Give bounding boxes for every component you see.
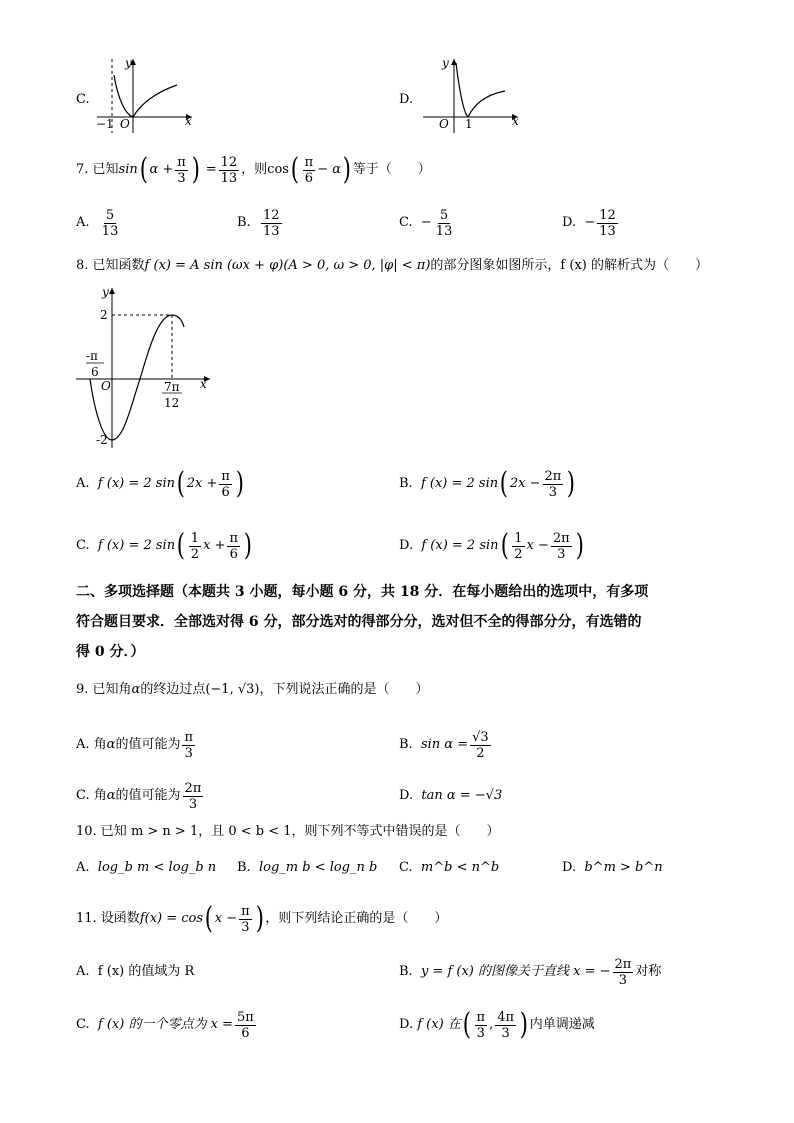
option-c-label: C. xyxy=(76,92,90,107)
question-11-option-c[interactable]: C. f (x) 的一个零点为 x = $\frac{5\pi}{6}$ xyxy=(76,1009,254,1041)
graph-d-origin: O xyxy=(439,117,449,131)
question-8-graph xyxy=(72,282,222,452)
question-10-option-d[interactable]: D. b^m > b^n xyxy=(562,860,663,875)
question-10-option-c[interactable]: C. m^b < n^b xyxy=(399,860,500,875)
q8-graph-min: -2 xyxy=(96,433,108,447)
graph-option-d xyxy=(420,55,530,135)
question-7-stem: 7. 已知 sin ( α + $\frac{\pi}{3}$ ) = $\frac{12}{13}$ ，则 cos ( $\frac{\pi}{6}$ − α ) 等于（ ） xyxy=(76,152,431,187)
question-8-option-c[interactable]: C. f (x) = 2 sin ( $\frac{1}{2}$ x + $\frac{\pi}{6}$ ) xyxy=(76,528,252,563)
question-9-option-d[interactable]: D. tan α = −√3 xyxy=(399,788,503,803)
graph-c-neg1: −1 xyxy=(96,117,114,131)
question-9-option-a[interactable]: A. 角 α 的值可能为 $\frac{\pi}{3}$ xyxy=(76,729,193,761)
graph-d-x-label: x xyxy=(512,114,519,128)
question-8-stem: 8. 已知函数f (x) = A sin (ωx + φ)(A > 0, ω > 0, |φ| < π)的部分图象如图所示，f (x) 的解析式为（ ） xyxy=(76,258,708,273)
graph-c-y-label: y xyxy=(125,56,132,70)
question-7-option-b[interactable]: B. $\frac{12}{13}$ xyxy=(237,207,280,239)
question-7-option-c[interactable]: C. − $\frac{5}{13}$ xyxy=(399,207,453,239)
question-11-stem: 11. 设函数 f(x) = cos ( x − $\frac{\pi}{3}$ ) ，则下列结论正确的是（ ） xyxy=(76,901,448,936)
question-8-option-a[interactable]: A. f (x) = 2 sin ( 2x + $\frac{\pi}{6}$ ) xyxy=(76,466,244,501)
question-11-option-d[interactable]: D. f (x) 在 ( $\frac{\pi}{3}$ , $\frac{4\pi}{3}$ ) 内单调递减 xyxy=(399,1007,595,1042)
q8-graph-x-label: x xyxy=(200,377,207,391)
question-10-option-b[interactable]: B. log_m b < log_n b xyxy=(237,860,378,875)
q8-graph-six: 6 xyxy=(91,365,99,379)
question-11-option-a[interactable]: A. f (x) 的值域为 R xyxy=(76,964,195,979)
graph-d-y-label: y xyxy=(442,56,449,70)
graph-d-one: 1 xyxy=(465,117,473,131)
question-11-option-b[interactable]: B. y = f (x) 的图像关于直线 x = − $\frac{2\pi}{3}$ 对称 xyxy=(399,956,662,988)
graph-c-origin: O xyxy=(120,117,130,131)
question-9-option-b[interactable]: B. sin α = $\frac{√3}{2}$ xyxy=(399,729,489,761)
q8-graph-neg-pi: -π xyxy=(86,349,98,363)
question-7-option-d[interactable]: D. − $\frac{12}{13}$ xyxy=(562,207,616,239)
question-9-option-c[interactable]: C. 角 α 的值可能为 $\frac{2\pi}{3}$ xyxy=(76,780,202,812)
question-9-stem: 9. 已知角α的终边过点(−1, √3)，下列说法正确的是（ ） xyxy=(76,682,429,697)
question-7-option-a[interactable]: A. $\frac{5}{13}$ xyxy=(76,207,119,239)
graph-option-c xyxy=(92,55,202,135)
question-8-option-d[interactable]: D. f (x) = 2 sin ( $\frac{1}{2}$ x − $\frac{2\pi}{3}$ ) xyxy=(399,528,584,563)
q8-graph-y-label: y xyxy=(102,285,109,299)
q8-graph-twelve: 12 xyxy=(164,396,180,410)
question-8-option-b[interactable]: B. f (x) = 2 sin ( 2x − $\frac{2\pi}{3}$ ) xyxy=(399,466,576,501)
option-d-label: D. xyxy=(399,92,414,107)
q8-graph-seven-pi: 7π xyxy=(164,380,180,394)
section-2-heading: 二、多项选择题（本题共 3 小题，每小题 6 分，共 18 分．在每小题给出的选项中，有多项 符合题目要求．全部选对得 6 分，部分选对的得部分分，选对但不全的得部分分，有选错的 得 0 分．） xyxy=(76,584,649,660)
question-10-stem: 10. 已知 m > n > 1，且 0 < b < 1，则下列不等式中错误的是（ ） xyxy=(76,824,500,839)
question-10-option-a[interactable]: A. log_b m < log_b n xyxy=(76,860,217,875)
graph-c-x-label: x xyxy=(185,114,192,128)
q8-graph-origin: O xyxy=(101,379,111,393)
q8-graph-max: 2 xyxy=(100,308,108,322)
